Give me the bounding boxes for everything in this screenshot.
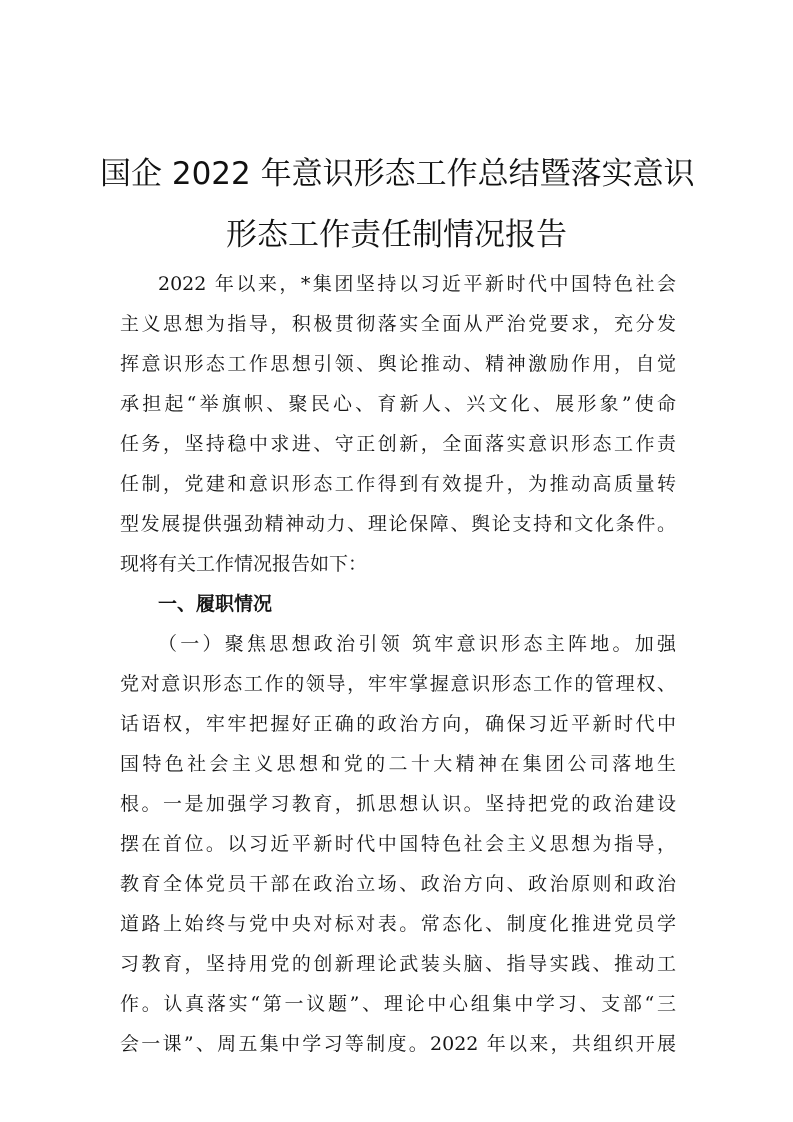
intro-line-1: 2022 年以来，*集团坚持以习近平新时代中国特色社会 [158, 273, 676, 295]
section-line-2: 党对意识形态工作的领导，牢牢掌握意识形态工作的管理权、 [120, 673, 676, 695]
intro-line-6: 任制，党建和意识形态工作得到有效提升，为推动高质量转 [120, 473, 676, 495]
intro-line-5: 任务，坚持稳中求进、守正创新，全面落实意识形态工作责 [120, 433, 676, 455]
section-line-8: 道路上始终与党中央对标对表。常态化、制度化推进党员学 [120, 913, 676, 935]
section-line-7: 教育全体党员干部在政治立场、政治方向、政治原则和政治 [120, 873, 676, 895]
document-title-line-1: 国企 2022 年意识形态工作总结暨落实意识 [100, 156, 695, 192]
intro-line-2: 主义思想为指导，积极贯彻落实全面从严治党要求，充分发 [120, 313, 676, 335]
intro-line-3: 挥意识形态工作思想引领、舆论推动、精神激励作用，自觉 [120, 353, 676, 375]
document-title-line-2: 形态工作责任制情况报告 [226, 217, 567, 253]
section-line-5: 根。一是加强学习教育，抓思想认识。坚持把党的政治建设 [120, 793, 676, 815]
section-line-3: 话语权，牢牢把握好正确的政治方向，确保习近平新时代中 [120, 713, 676, 735]
intro-line-8: 现将有关工作情况报告如下： [120, 553, 368, 575]
section-line-4: 国特色社会主义思想和党的二十大精神在集团公司落地生 [120, 753, 676, 775]
intro-line-4: 承担起“举旗帜、聚民心、育新人、兴文化、展形象”使命 [120, 393, 676, 415]
section-line-9: 习教育，坚持用党的创新理论武装头脑、指导实践、推动工 [120, 953, 676, 975]
section-heading: 一、履职情况 [158, 593, 273, 615]
section-line-11: 会一课”、周五集中学习等制度。2022 年以来，共组织开展 [120, 1033, 676, 1055]
intro-line-7: 型发展提供强劲精神动力、理论保障、舆论支持和文化条件。 [120, 513, 676, 535]
section-line-10: 作。认真落实“第一议题”、理论中心组集中学习、支部“三 [120, 993, 676, 1015]
section-line-6: 摆在首位。以习近平新时代中国特色社会主义思想为指导， [120, 833, 676, 855]
section-line-1: （一）聚焦思想政治引领 筑牢意识形态主阵地。加强 [158, 633, 676, 655]
